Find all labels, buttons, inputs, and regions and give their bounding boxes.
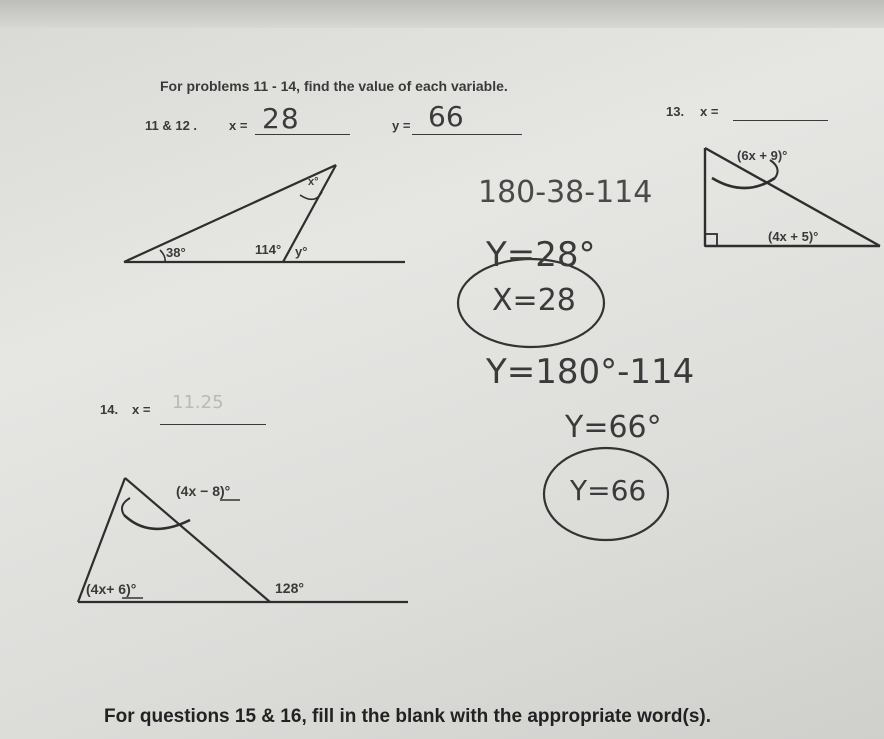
problem-11-12-y-answer: 66	[428, 100, 464, 133]
instructions: For problems 11 - 14, find the value of each variable.	[160, 78, 508, 94]
footer-instructions: For questions 15 & 16, fill in the blank with the appropriate word(s).	[104, 706, 712, 727]
angle-114-label: 114°	[255, 242, 282, 257]
problem-13-x-label: x =	[700, 104, 719, 119]
work-line-4: Y=180°-114	[486, 352, 695, 392]
problem-11-12-y-label: y =	[392, 118, 411, 133]
angle-x-label: x°	[308, 176, 319, 188]
work-line-5: Y=66°	[565, 410, 662, 445]
angle-6x9-label: (6x + 9)°	[737, 148, 788, 163]
problem-11-12-x-label: x =	[229, 118, 248, 133]
angle-4x-8-label: (4x − 8)°	[176, 483, 231, 499]
work-line-3: X=28	[492, 283, 576, 318]
work-line-2: Y=28°	[486, 235, 596, 275]
problem-11-12-label: 11 & 12 .	[145, 118, 198, 133]
problem-13-label: 13.	[666, 104, 685, 119]
angle-4x6-label: (4x+ 6)°	[86, 581, 137, 597]
problem-14-label: 14.	[100, 402, 119, 417]
problem-14-x-label: x =	[132, 402, 151, 417]
angle-38-label: 38°	[166, 245, 186, 260]
work-line-1: 180-38-114	[478, 175, 653, 210]
angle-4x5-label: (4x + 5)°	[768, 229, 819, 244]
work-line-6: Y=66	[570, 474, 647, 507]
problem-11-12-x-answer: 28	[262, 102, 300, 135]
problem-14-x-blank[interactable]	[160, 424, 266, 425]
problem-14-x-answer: 11.25	[172, 392, 224, 413]
angle-y-label: y°	[295, 244, 308, 259]
angle-128-label: 128°	[275, 580, 304, 596]
